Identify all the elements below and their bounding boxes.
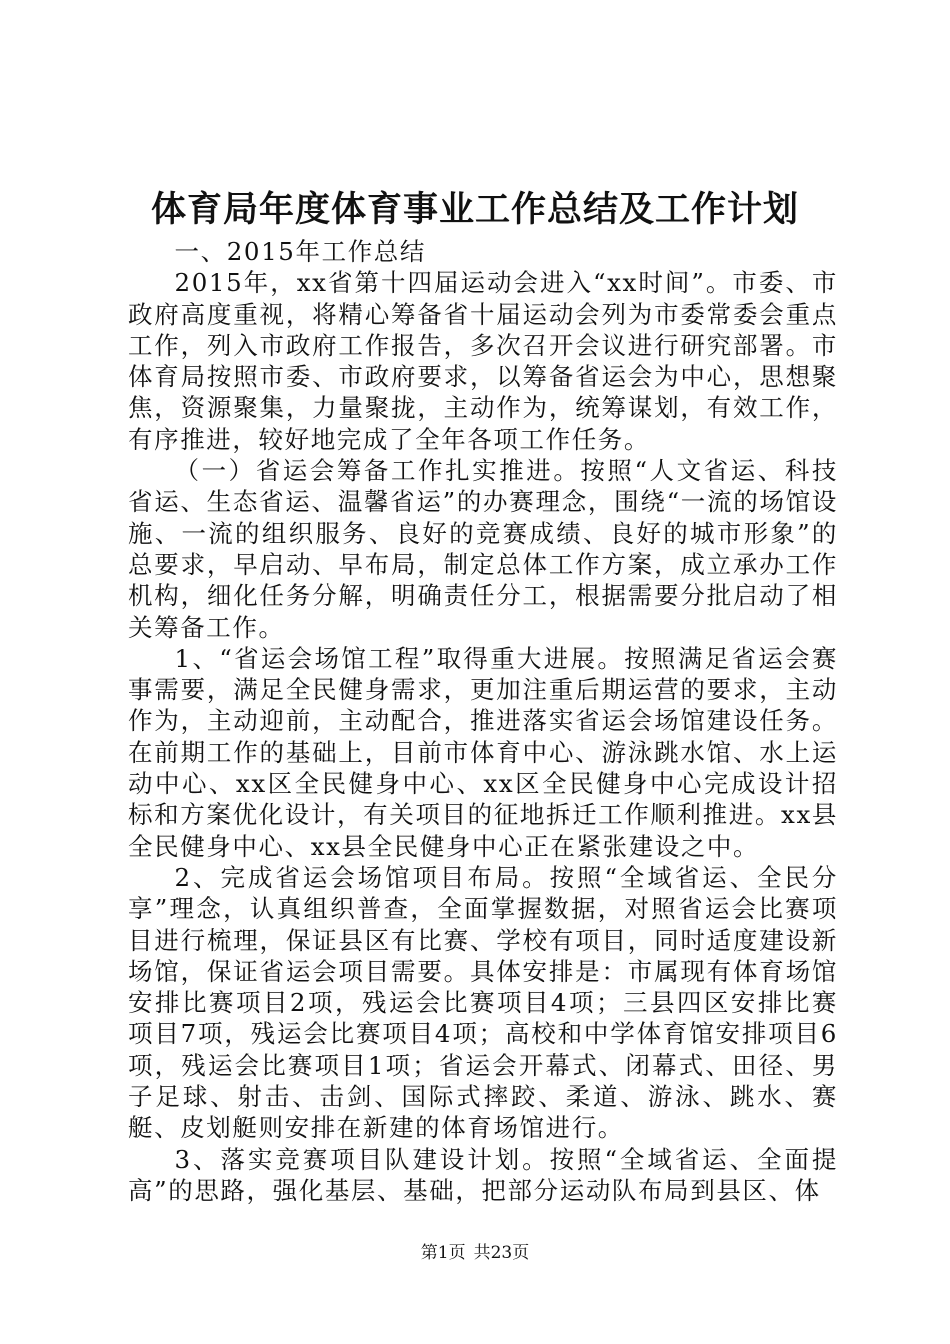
paragraph: 3、落实竞赛项目队建设计划。按照“全域省运、全面提高”的思路，强化基层、基础，把部分运动队布局到县区、体 bbox=[128, 1144, 838, 1205]
document-title: 体育局年度体育事业工作总结及工作计划 bbox=[150, 189, 799, 230]
paragraph: 2、完成省运会场馆项目布局。按照“全域省运、全民分享”理念，认真组织普查，全面掌握数据，对照省运会比赛项目进行梳理，保证县区有比赛、学校有项目，同时适度建设新场馆，保证省运会项目需要。具体安排是：市属现有体育场馆安排比赛项目2项，残运会比赛项目4项；三县四区安排比赛项目7项，残运会比赛项目4项；高校和中学体育馆安排项目6项，残运会比赛项目1项；省运会开幕式、闭幕式、田径、男子足球、射击、击剑、国际式摔跤、柔道、游泳、跳水、赛艇、皮划艇则安排在新建的体育场馆进行。 bbox=[128, 862, 838, 1143]
page-footer bbox=[0, 1241, 950, 1265]
document-body bbox=[128, 236, 838, 1206]
section-heading: 一、2015年工作总结 bbox=[174, 237, 426, 266]
page-number: 第1页 bbox=[420, 1243, 466, 1263]
paragraph: 1、“省运会场馆工程”取得重大进展。按照满足省运会赛事需要，满足全民健身需求，更加注重后期运营的要求，主动作为，主动迎前，主动配合，推进落实省运会场馆建设任务。在前期工作的基础上，目前市体育中心、游泳跳水馆、水上运动中心、xx区全民健身中心、xx区全民健身中心完成设计招标和方案优化设计，有关项目的征地拆迁工作顺利推进。xx县全民健身中心、xx县全民健身中心正在紧张建设之中。 bbox=[128, 643, 838, 861]
paragraph: 2015年，xx省第十四届运动会进入“xx时间”。市委、市政府高度重视，将精心筹备省十届运动会列为市委常委会重点工作，列入市政府工作报告，多次召开会议进行研究部署。市体育局按照市委、市政府要求，以筹备省运会为中心，思想聚焦，资源聚集，力量聚拢，主动作为，统筹谋划，有效工作，有序推进，较好地完成了全年各项工作任务。 bbox=[128, 268, 838, 454]
page-total: 共23页 bbox=[473, 1243, 530, 1263]
paragraph: （一）省运会筹备工作扎实推进。按照“人文省运、科技省运、生态省运、温馨省运”的办赛理念，围绕“一流的场馆设施、一流的组织服务、良好的竞赛成绩、良好的城市形象”的总要求，早启动、早布局，制定总体工作方案，成立承办工作机构，细化任务分解，明确责任分工，根据需要分批启动了相关筹备工作。 bbox=[128, 456, 838, 642]
